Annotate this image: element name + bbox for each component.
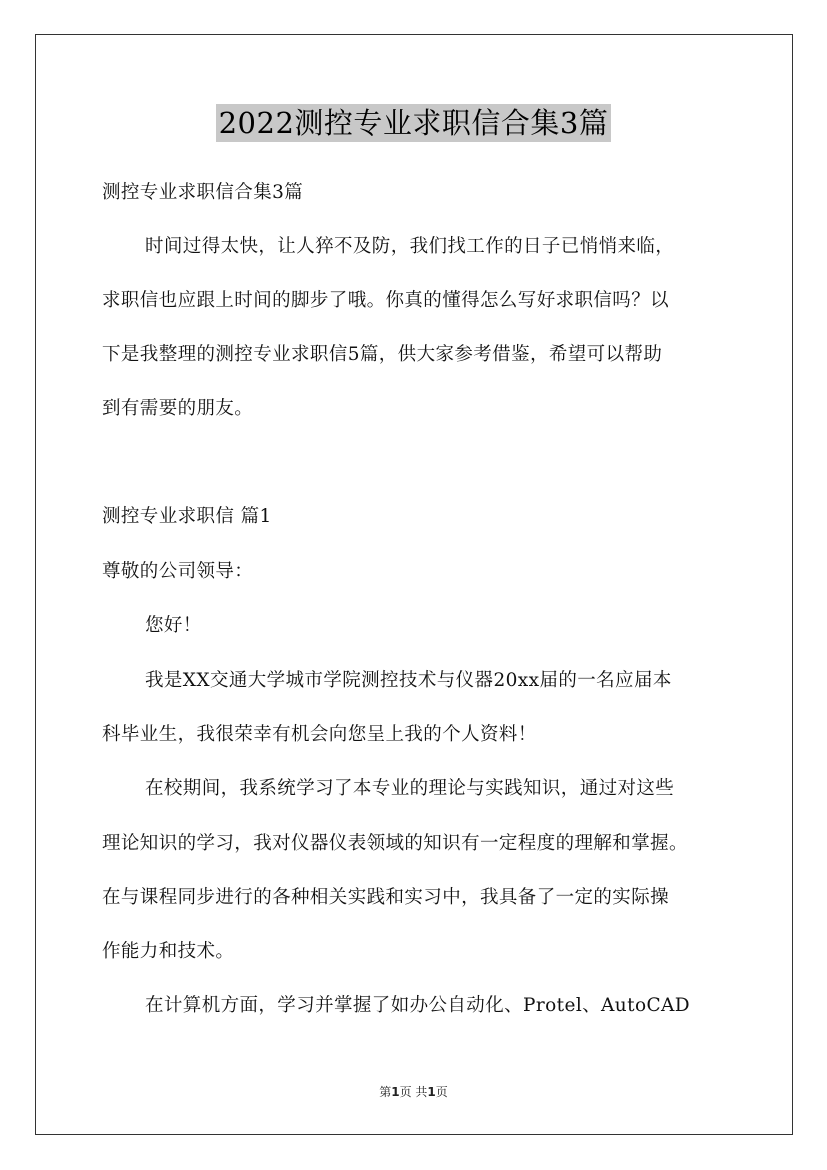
paragraph-line: 在校期间，我系统学习了本专业的理论与实践知识，通过对这些 bbox=[145, 778, 675, 799]
paragraph-line: 在与课程同步进行的各种相关实践和实习中，我具备了一定的实际操 bbox=[102, 887, 670, 908]
section-heading: 测控专业求职信 篇1 bbox=[102, 506, 272, 527]
page-total: 1 bbox=[427, 1085, 436, 1099]
page-suffix: 页 bbox=[435, 1085, 448, 1099]
greeting: 您好！ bbox=[145, 615, 202, 636]
title-area bbox=[0, 104, 827, 142]
page-current: 1 bbox=[391, 1085, 400, 1099]
paragraph-line: 作能力和技术。 bbox=[102, 941, 235, 962]
page-footer bbox=[0, 1084, 827, 1100]
subtitle-line: 测控专业求职信合集3篇 bbox=[102, 182, 304, 203]
document-title: 2022测控专业求职信合集3篇 bbox=[216, 104, 612, 142]
page-prefix: 第 bbox=[379, 1085, 392, 1099]
paragraph-line: 在计算机方面，学习并掌握了如办公自动化、Protel、AutoCAD bbox=[145, 995, 691, 1016]
paragraph-line: 下是我整理的测控专业求职信5篇，供大家参考借鉴，希望可以帮助 bbox=[102, 344, 663, 365]
paragraph-line: 时间过得太快，让人猝不及防，我们找工作的日子已悄悄来临， bbox=[145, 236, 675, 257]
paragraph-line: 求职信也应跟上时间的脚步了哦。你真的懂得怎么写好求职信吗？以 bbox=[102, 290, 670, 311]
paragraph-line: 科毕业生，我很荣幸有机会向您呈上我的个人资料！ bbox=[102, 724, 537, 745]
paragraph-line: 我是XX交通大学城市学院测控技术与仪器20xx届的一名应届本 bbox=[145, 670, 672, 691]
page-middle: 页 共 bbox=[399, 1085, 428, 1099]
paragraph-line: 到有需要的朋友。 bbox=[102, 398, 254, 419]
salutation: 尊敬的公司领导： bbox=[102, 561, 254, 582]
paragraph-line: 理论知识的学习，我对仪器仪表领域的知识有一定程度的理解和掌握。 bbox=[102, 833, 688, 854]
